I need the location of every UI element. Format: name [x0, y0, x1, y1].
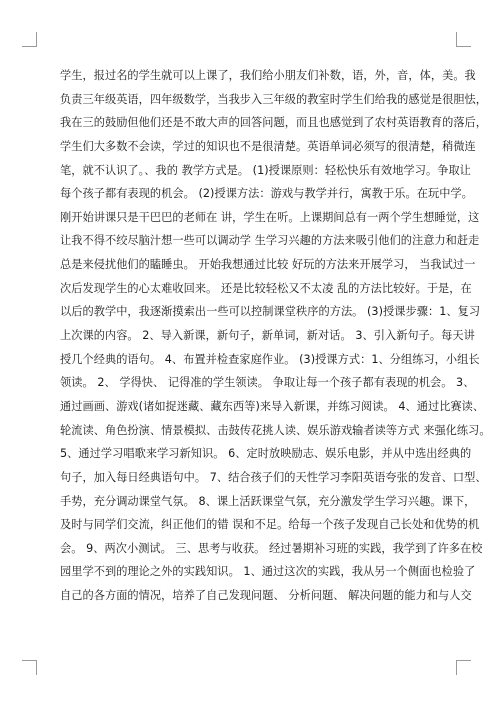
text-line: 领读。 2、 学得快、 记得准的学生领读。 争取让每一个孩子都有表现的机会。 3、 [60, 376, 475, 390]
text-line: 负责三年级英语，四年级数学，当我步入三年级的教室时学生们给我的感觉是很胆怯， [60, 92, 488, 106]
corner-mark-bottom-right [456, 660, 471, 675]
text-line: 5、通过学习唱歌来学习新知识。 6、定时放映励志、娱乐电影，并从中选出经典的 [60, 447, 472, 461]
text-line: 会。 9、两次小测试。 三、思考与收获。 经过暑期补习班的实践，我学到了许多在校 [60, 541, 483, 555]
text-line: 园里学不到的理论之外的实践知识。 1、通过这次的实践，我从另一个侧面也检验了 [60, 565, 476, 579]
text-line: 上次课的内容。 2、导入新课，新句子，新单词，新对话。 3、引入新句子。每天讲 [60, 329, 475, 343]
corner-mark-top-right [456, 32, 471, 47]
text-line: 授几个经典的语句。 4、布置并检查家庭作业。 (3)授课方式：1、分组练习，小组长 [60, 352, 480, 366]
text-line: 学生，报过名的学生就可以上课了，我们给小朋友们补数，语，外，音，体，美。我 [60, 69, 476, 82]
text-line: 轮流读、角色扮演、情景模拟、击鼓传花挑人读、娱乐游戏输者读等方式 来强化练习。 [60, 423, 491, 437]
text-line: 通过画画、游戏(诸如捉迷藏、藏东西等)来导入新课，并练习阅读。 4、通过比赛读、 [60, 399, 485, 413]
text-line: 让我不得不绞尽脑汁想一些可以调动学 生学习兴趣的方法来吸引他们的注意力和赶走 [60, 234, 480, 248]
text-line: 句子，加入每日经典语句中。 7、结合孩子们的天性学习李阳英语夸张的发音、口型、 [60, 470, 487, 484]
text-line: 笔，就不认识了。、我的 教学方式是。 (1)授课原则：轻松快乐有效地学习。争取让 [60, 163, 471, 177]
corner-mark-top-left [22, 32, 37, 47]
corner-mark-bottom-left [22, 660, 37, 675]
text-line: 刚开始讲课只是干巴巴的老师在 讲，学生在听。上课期间总有一两个学生想睡觉，这 [60, 210, 480, 224]
text-line: 及时与同学们交流，纠正他们的错 误和不足。给每一个孩子发现自己长处和优势的机 [60, 518, 480, 532]
text-line: 自己的各方面的情况，培养了自己发现问题、 分析问题、 解决问题的能力和与人交 [60, 589, 472, 603]
text-line: 我在三的鼓励但他们还是不敢大声的回答问题，而且也感觉到了农村英语教育的落后， [60, 116, 488, 130]
text-line: 手势，充分调动课堂气氛。 8、课上活跃课堂气氛，充分激发学生学习兴趣。课下， [60, 494, 476, 508]
text-line: 以后的教学中，我逐渐摸索出一些可以控制课堂秩序的方法。 (3)授课步骤：1、复习 [60, 305, 481, 319]
text-line: 学生们大多数不会读，学过的知识也不是很清楚。英语单词必须写的很清楚，稍微连 [60, 139, 476, 153]
text-line: 次后发现学生的心太难收回来。 还是比较轻松又不太凌 乱的方法比较好。于是，在 [60, 281, 472, 295]
text-line: 总是来侵扰他们的瞌睡虫。 开始我想通过比较 好玩的方法来开展学习， 当我试过一 [60, 258, 476, 272]
text-line: 每个孩子都有表现的机会。 (2)授课方法：游戏与教学并行，寓教于乐。在玩中学。 [60, 187, 473, 201]
document-body [60, 64, 491, 608]
